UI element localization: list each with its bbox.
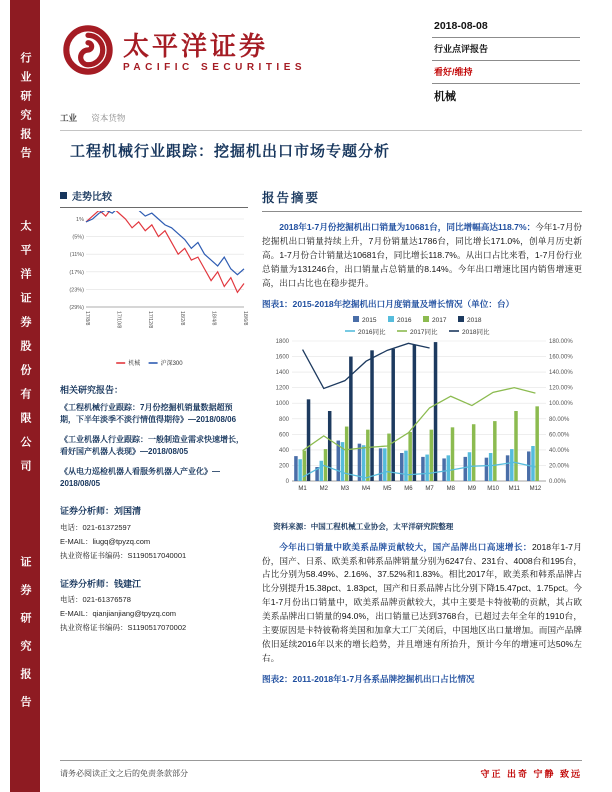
svg-text:400: 400: [278, 447, 289, 454]
page-footer: [60, 760, 582, 780]
related-reports-list: [60, 402, 248, 490]
svg-text:60.00%: 60.00%: [549, 431, 570, 438]
svg-text:180.00%: 180.00%: [549, 338, 573, 345]
svg-text:40.00%: 40.00%: [549, 447, 570, 454]
svg-text:M4: M4: [361, 485, 371, 492]
data-source-note: 资料来源：中国工程机械工业协会，太平洋研究院整理: [273, 521, 454, 531]
svg-text:17/10/8: 17/10/8: [115, 311, 122, 329]
trend-comparison-chart: [60, 211, 248, 371]
analyst-name: 证券分析师：刘国清: [60, 506, 142, 517]
svg-text:2017同比: 2017同比: [410, 328, 438, 336]
svg-text:M2: M2: [319, 485, 328, 492]
analyst-email: E-MAIL：liugq@tpyzq.com: [60, 536, 151, 546]
svg-text:M8: M8: [446, 485, 455, 492]
svg-text:20.00%: 20.00%: [549, 463, 570, 470]
svg-text:1800: 1800: [275, 338, 289, 345]
svg-text:M1: M1: [298, 485, 307, 492]
breadcrumb-sector: 工业: [60, 113, 78, 123]
svg-text:(5%): (5%): [72, 234, 84, 241]
disclaimer-note: 请务必阅读正文之后的免责条款部分: [60, 769, 188, 778]
related-reports-heading: 相关研究报告：: [60, 385, 124, 395]
summary-heading: 报告摘要: [262, 188, 582, 212]
svg-text:(23%): (23%): [69, 287, 84, 294]
export-sales-chart: [262, 313, 582, 519]
svg-text:M6: M6: [404, 485, 413, 492]
svg-text:1%: 1%: [76, 217, 84, 223]
paragraph-lead: 今年出口销量中欧美系品牌贡献较大，国产品牌出口高速增长：: [279, 541, 532, 552]
svg-text:0: 0: [285, 478, 289, 485]
svg-text:1200: 1200: [275, 385, 289, 392]
square-bullet-icon: [60, 192, 67, 199]
sidebar-report-category: 行业研究报告: [19, 52, 31, 166]
svg-text:1400: 1400: [275, 369, 289, 376]
svg-text:1000: 1000: [275, 400, 289, 407]
breadcrumb: [60, 112, 582, 131]
svg-text:200: 200: [278, 463, 289, 470]
report-date: 2018-08-08: [432, 16, 580, 38]
analyst-phone: 电话：021-61372597: [60, 522, 131, 532]
sidebar-company-name: 太平洋证券股份有限公司: [19, 220, 31, 484]
svg-text:M10: M10: [487, 485, 499, 492]
related-report-item: 《工程机械行业跟踪：7月份挖掘机销量数据超预期，下半年淡季不淡行情值得期待》—2018/08/06: [60, 403, 237, 425]
sidebar-report-label: 证券研究报告: [19, 556, 31, 724]
svg-text:M5: M5: [383, 485, 392, 492]
svg-text:2017: 2017: [432, 316, 447, 324]
paragraph-body: 2018年1-7月份，国产、日系、欧美系和韩系品牌销量分别为6247台、231台、4008台和195台，占比分别为58.49%、2.16%、37.52%和1.83%。相比2017年，欧美系和韩系品牌占比分别提升15.38pct、1.83pct，国产和日系品牌占比分别下降15.47pct、1.75pct。今年1-7月份出口销量中，欧美系品牌贡献较大，其中主要是卡特彼勒的贡献，其占欧美系品牌出口销量的94.0%，出口销量已达到3768台，已超过去年全年的1910台，主要原因是卡特彼勒将美国和加拿大工厂关闭后，中国地区出口量增加。而国产品牌依旧延续2016年以来的增长趋势，并且增速有所抬升，预计今年的增速可达50%左右。: [262, 541, 582, 663]
analyst-name: 证券分析师：钱建江: [60, 578, 142, 589]
figure2-caption: 图表2：2011-2018年1-7月各系品牌挖掘机出口占比情况: [262, 673, 475, 684]
report-meta-block: [432, 16, 580, 109]
summary-paragraph-1: [262, 221, 582, 291]
svg-text:120.00%: 120.00%: [549, 385, 573, 392]
report-type: 行业点评报告: [432, 38, 580, 61]
svg-text:(17%): (17%): [69, 269, 84, 276]
analyst-cert: 执业资格证书编码：S1190517040001: [60, 550, 187, 560]
svg-text:机械: 机械: [128, 361, 141, 367]
svg-text:600: 600: [278, 431, 289, 438]
figure1-caption: 图表1：2015-2018年挖掘机出口月度销量及增长情况（单位：台）: [262, 298, 515, 309]
left-column: [60, 188, 248, 688]
summary-paragraph-2: [262, 541, 582, 666]
breadcrumb-group: 资本货物: [91, 113, 126, 123]
page-title: 工程机械行业跟踪：挖掘机出口市场专题分析: [70, 143, 391, 160]
trend-section-title: 走势比较: [72, 192, 112, 203]
svg-text:M3: M3: [340, 485, 350, 492]
trend-section-header: [60, 188, 248, 208]
brand-name-cn: 太平洋证券: [123, 32, 269, 62]
svg-text:2018: 2018: [467, 316, 482, 324]
related-report-item: 《从电力巡检机器人看服务机器人产业化》—2018/08/05: [60, 466, 220, 488]
svg-text:2016同比: 2016同比: [358, 328, 386, 336]
svg-text:18/6/8: 18/6/8: [242, 311, 248, 326]
pacific-logo-icon: [62, 24, 114, 81]
related-report-item: 《工业机器人行业跟踪：一般制造业需求快速增长，看好国产机器人表现》—2018/08/05: [60, 434, 244, 457]
svg-text:(11%): (11%): [69, 252, 84, 259]
analyst-block: [60, 503, 248, 562]
svg-text:140.00%: 140.00%: [549, 369, 573, 376]
svg-text:800: 800: [278, 416, 289, 423]
svg-text:2015: 2015: [362, 316, 377, 324]
svg-text:100.00%: 100.00%: [549, 400, 573, 407]
svg-text:80.00%: 80.00%: [549, 416, 570, 423]
analyst-cert: 执业资格证书编码：S1190517070002: [60, 623, 187, 632]
svg-text:(29%): (29%): [69, 305, 84, 311]
industry-name: 机械: [434, 91, 456, 103]
company-motto: 守正 出奇 宁静 致远: [480, 769, 582, 779]
paragraph-lead: 2018年1-7月份挖掘机出口销量为10681台，同比增幅高达118.7%：: [279, 222, 536, 232]
analyst-phone: 电话：021-61376578: [60, 595, 131, 605]
svg-text:160.00%: 160.00%: [549, 354, 573, 361]
svg-text:1600: 1600: [275, 354, 289, 361]
svg-text:M11: M11: [508, 485, 520, 492]
svg-text:0.00%: 0.00%: [549, 478, 567, 485]
sidebar-red-band: [10, 0, 40, 792]
brand-logo: [62, 24, 306, 81]
right-column: [262, 188, 582, 688]
paragraph-body: 今年1-7月份挖掘机出口销量持续上升，7月份销量达1786台，同比增长171.0%，创单月历史新高。1-7月份合计销量达10681台，同比增长118.7%。从出口占比来看，1-7月份行业总销量为131246台，出口销量占总销量的8.14%。今年出口增速比国内销售增速更高，出口占比也在稳步提升。: [262, 222, 583, 288]
analyst-block: [60, 576, 248, 635]
svg-text:17/8/8: 17/8/8: [84, 311, 90, 326]
svg-text:M12: M12: [529, 485, 542, 492]
svg-text:17/12/8: 17/12/8: [147, 311, 154, 329]
svg-text:M9: M9: [467, 485, 477, 492]
svg-text:18/2/8: 18/2/8: [178, 311, 185, 326]
brand-name-en: PACIFIC SECURITIES: [123, 61, 307, 73]
svg-text:M7: M7: [425, 485, 434, 492]
analyst-email: E-MAIL：qianjianjiang@tpyzq.com: [60, 609, 176, 619]
svg-text:18/4/8: 18/4/8: [210, 311, 217, 326]
industry-rating: 看好/维持: [432, 61, 580, 84]
svg-text:沪深300: 沪深300: [160, 361, 183, 367]
svg-text:2016: 2016: [397, 316, 412, 324]
svg-text:2018同比: 2018同比: [462, 328, 490, 336]
